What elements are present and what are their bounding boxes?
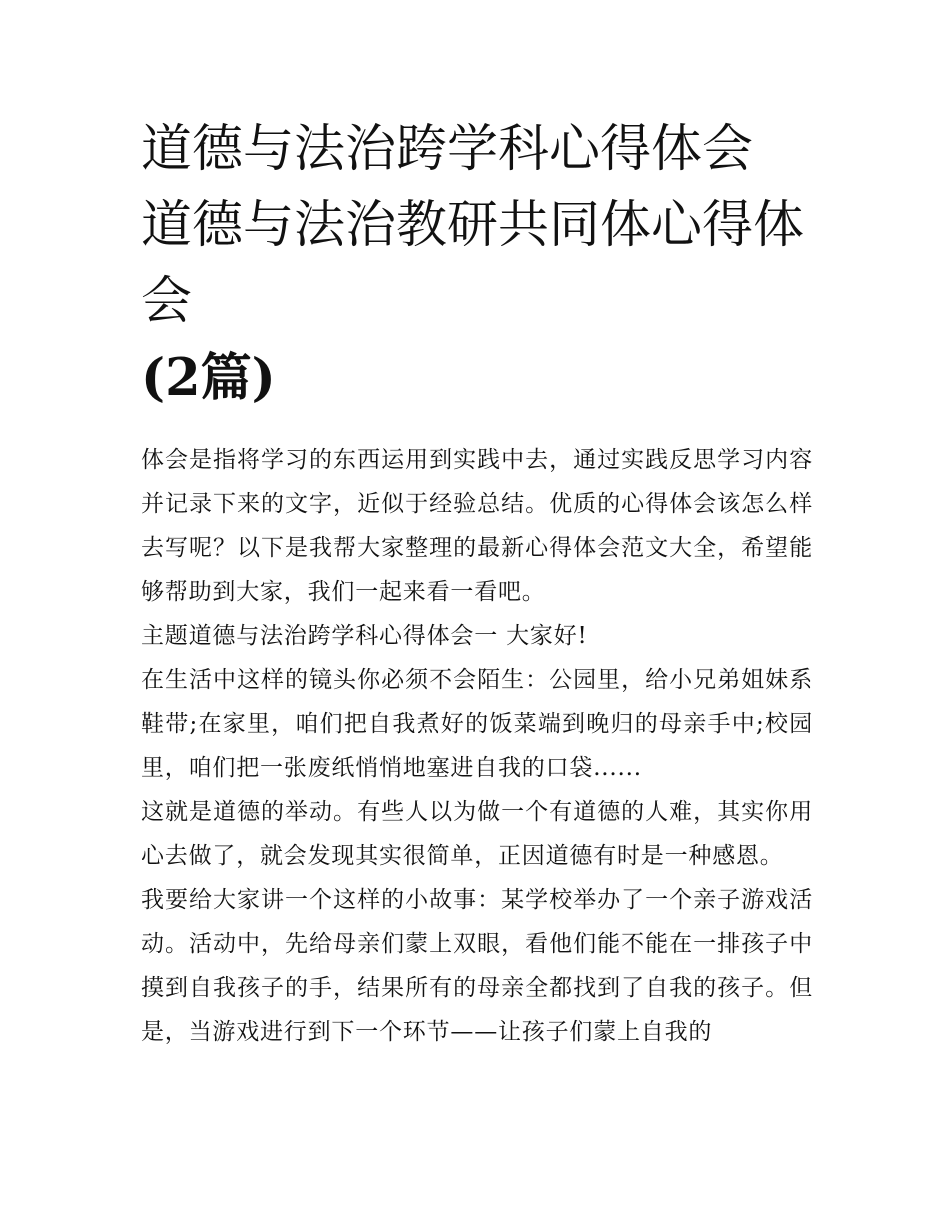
document-title-main: 道德与法治跨学科心得体会 道德与法治教研共同体心得体会	[141, 120, 805, 331]
document-title-tail: (2篇)	[141, 348, 276, 408]
paragraph-heading-one: 主题道德与法治跨学科心得体会一 大家好!	[141, 623, 588, 649]
paragraph-scenes: 在生活中这样的镜头你必须不会陌生：公园里，给小兄弟姐妹系鞋带;在家里，咱们把自我煮好的饭菜端到晚归的母亲手中;校园里，咱们把一张废纸悄悄地塞进自我的口袋......	[141, 667, 813, 781]
paragraph-morality: 这就是道德的举动。有些人以为做一个有道德的人难，其实你用心去做了，就会发现其实很简单，正因道德有时是一种感恩。	[141, 799, 813, 869]
document-title	[141, 112, 813, 417]
paragraph-story: 我要给大家讲一个这样的小故事：某学校举办了一个亲子游戏活动。活动中，先给母亲们蒙上双眼，看他们能不能在一排孩子中摸到自我孩子的手，结果所有的母亲全都找到了自我的孩子。但是，当游戏进行到下一个环节——让孩子们蒙上自我的	[141, 887, 813, 1045]
paragraph-intro: 体会是指将学习的东西运用到实践中去，通过实践反思学习内容并记录下来的文字，近似于经验总结。优质的心得体会该怎么样去写呢？以下是我帮大家整理的最新心得体会范文大全，希望能够帮助到大家，我们一起来看一看吧。	[141, 447, 813, 605]
document-body	[141, 112, 813, 1054]
